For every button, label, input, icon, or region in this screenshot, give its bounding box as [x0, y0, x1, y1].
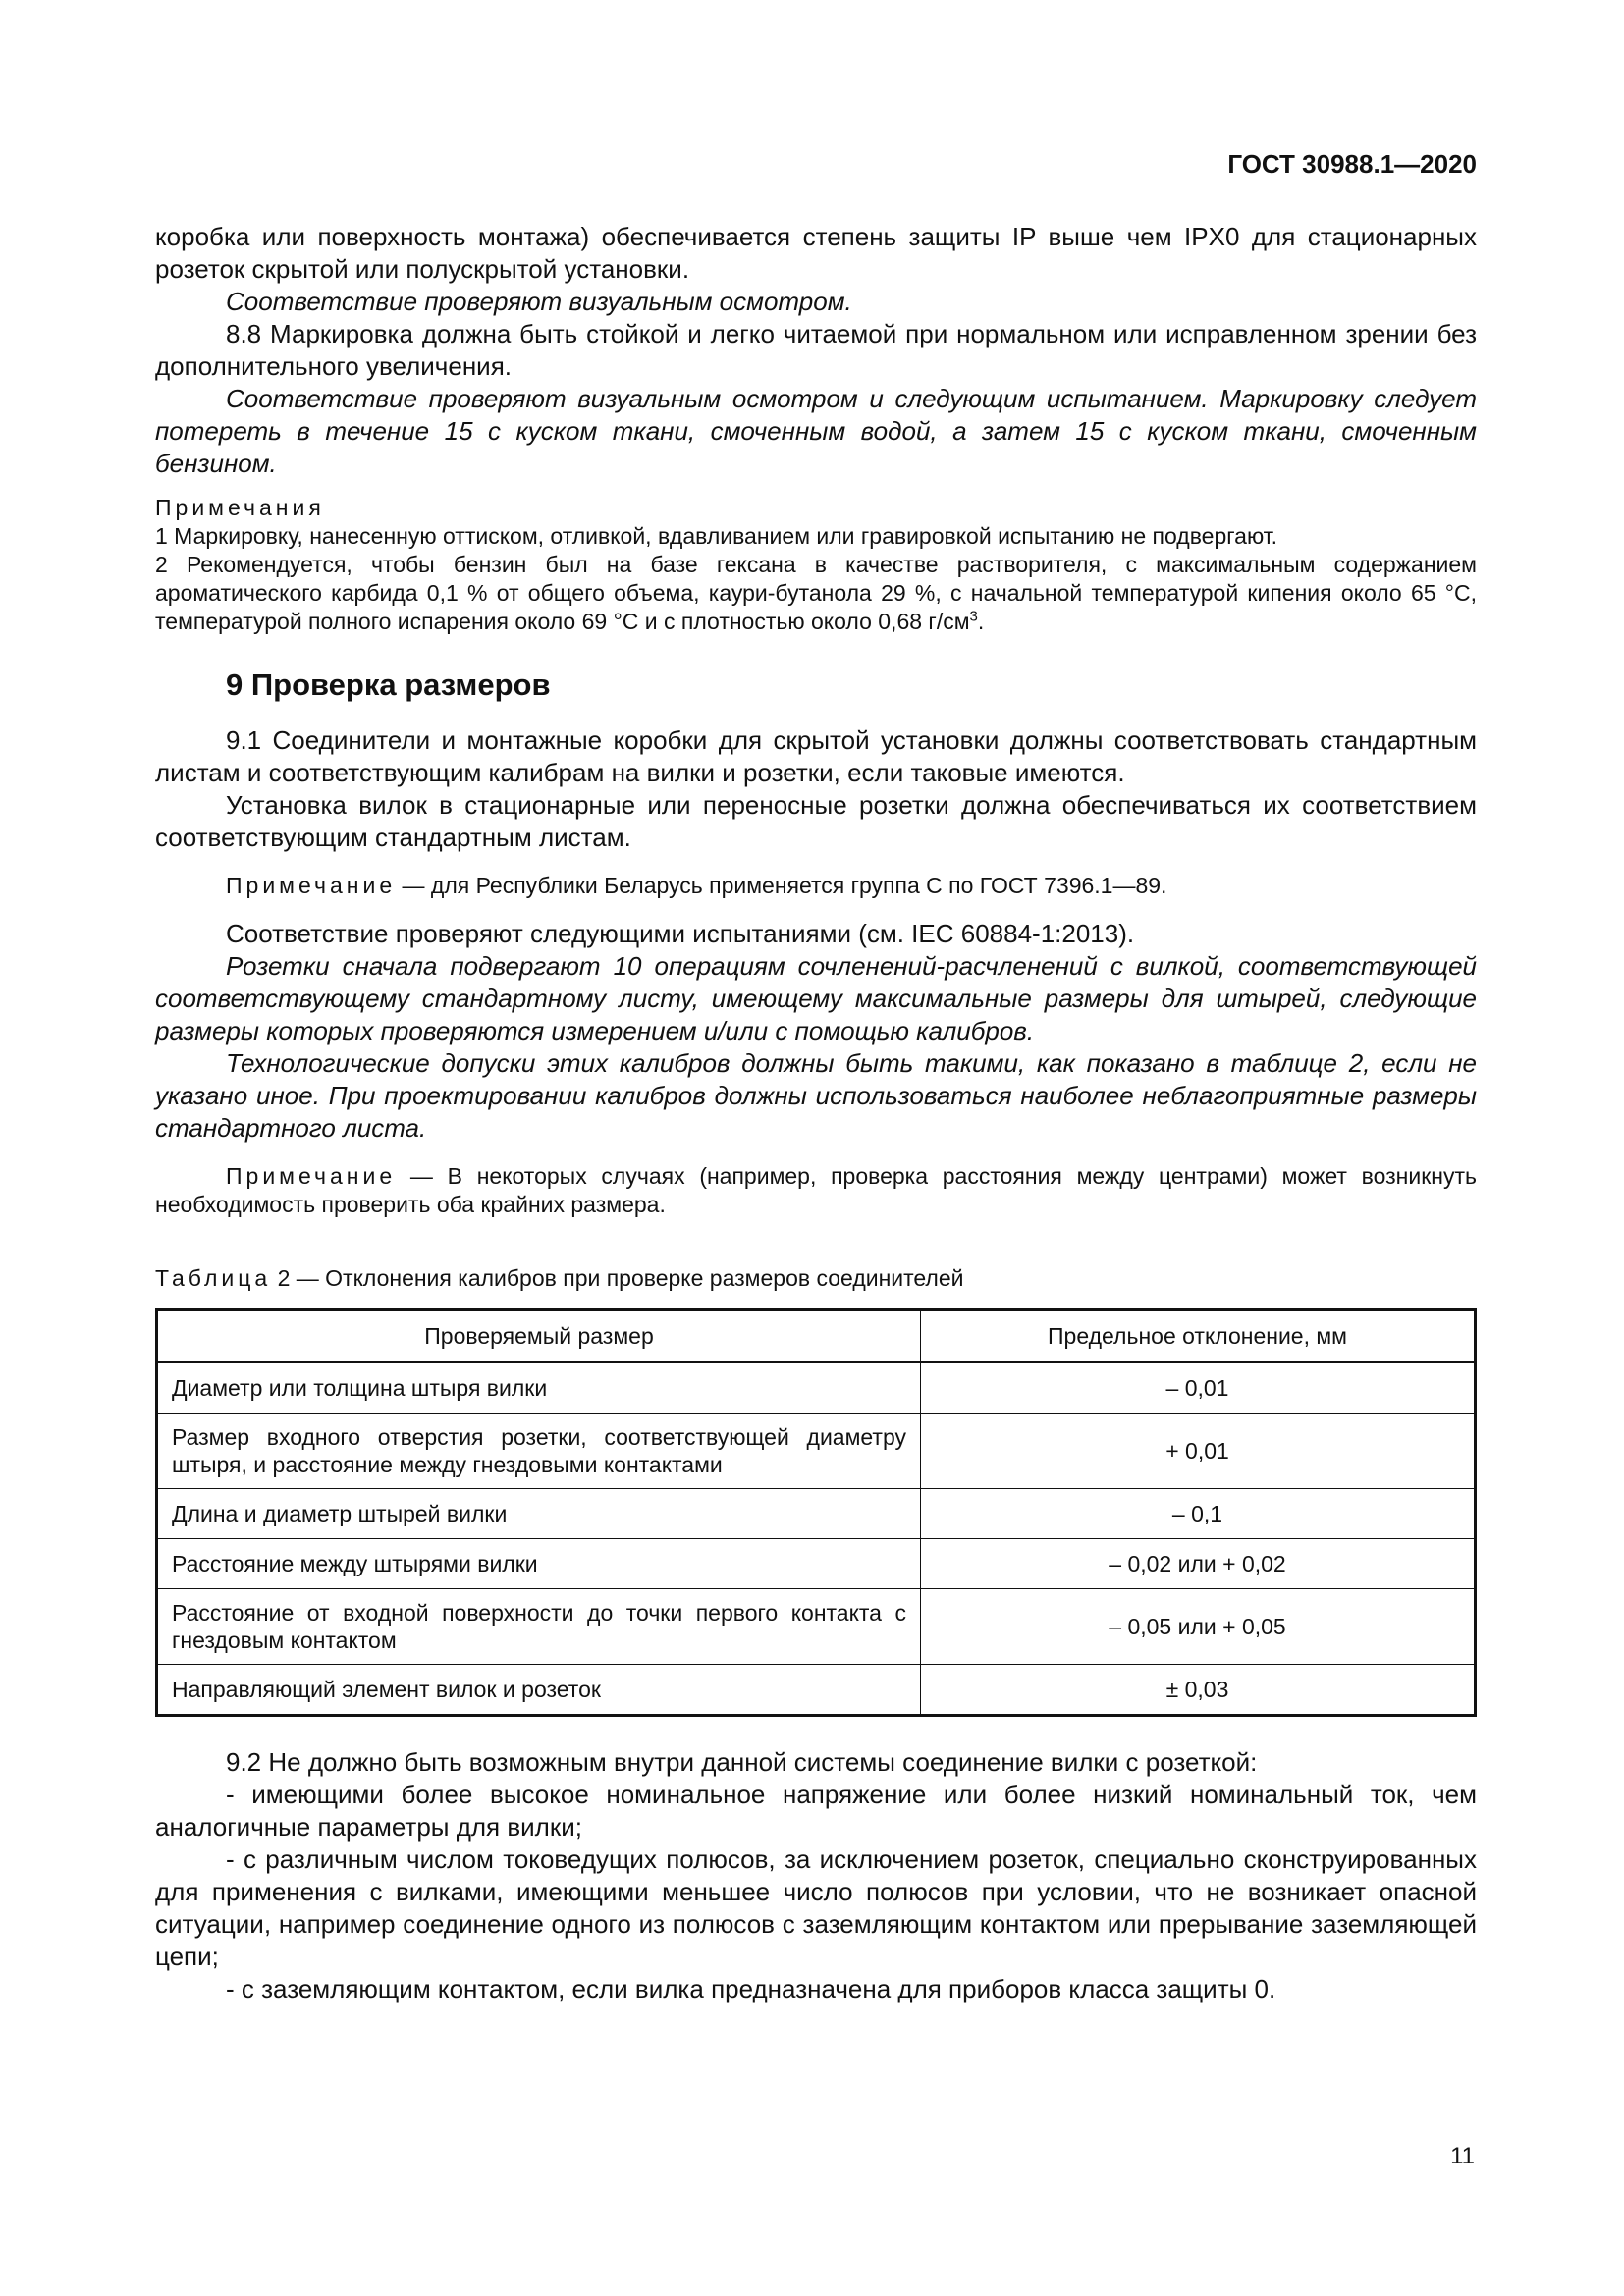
table-cell: – 0,01 — [921, 1362, 1476, 1414]
clause-9-1: 9.1 Соединители и монтажные коробки для скрытой установки должны соответствовать стандартным листам и соответствующим калибрам на вилки и розетки, если таковые имеются. — [155, 725, 1477, 787]
clause-9-2: 9.2 Не должно быть возможным внутри данной системы соединение вилки с розеткой: — [226, 1747, 1258, 1777]
note-4-text: — В некоторых случаях (например, проверка расстояния между центрами) может возникнуть необходимость проверить оба крайних размера. — [155, 1163, 1477, 1217]
table-cell: Диаметр или толщина штыря вилки — [157, 1362, 921, 1414]
paragraph: Розетки сначала подвергают 10 операциям сочленений-расчленений с вилкой, соответствующей соответствующему стандартному листу, имеющему максимальные размеры для штырей, следующие размеры которых проверяются измерением и/или с помощью калибров. — [155, 951, 1477, 1045]
tolerance-table — [155, 1308, 1477, 1717]
paragraph: Технологические допуски этих калибров должны быть такими, как показано в таблице 2, если не указано иное. При проектировании калибров должны использоваться наиболее неблагоприятные размеры стандартного листа. — [155, 1048, 1477, 1143]
paragraph: Установка вилок в стационарные или переносные розетки должна обеспечиваться их соответствием соответствующим стандартным листам. — [155, 790, 1477, 852]
section-title: 9 Проверка размеров — [226, 667, 551, 702]
table-row — [157, 1665, 1476, 1716]
note-2-text: 2 Рекомендуется, чтобы бензин был на базе гексана в качестве растворителя, с максимальным содержанием ароматического карбида 0,1 % от общего объема, каури-бутанола 29 %, с начальной температурой кипения около 65 °С, температурой полного испарения около 69 °С и с плотностью около 0,68 г/см — [155, 552, 1477, 634]
table-cell: – 0,05 или + 0,05 — [921, 1589, 1476, 1665]
column-header: Проверяемый размер — [157, 1310, 921, 1362]
document-header: ГОСТ 30988.1—2020 — [1227, 149, 1477, 179]
table-cell: Расстояние от входной поверхности до точки первого контакта с гнездовым контактом — [157, 1589, 921, 1665]
table-cell: Размер входного отверстия розетки, соответствующей диаметру штыря, и расстояние между гнездовыми контактами — [157, 1414, 921, 1489]
table-cell: Расстояние между штырями вилки — [157, 1539, 921, 1589]
note-4 — [155, 1162, 1477, 1219]
superscript: 3 — [969, 608, 978, 625]
note-3 — [155, 872, 1477, 900]
note-1: 1 Маркировку, нанесенную оттиском, отливкой, вдавливанием или гравировкой испытанию не подвергают. — [155, 523, 1278, 549]
table-caption — [155, 1264, 1477, 1293]
paragraph: Соответствие проверяют визуальным осмотром и следующим испытанием. Маркировку следует потереть в течение 15 с куском ткани, смоченным водой, а затем 15 с куском ткани, смоченным бензином. — [155, 384, 1477, 478]
notes-title: Примечания — [155, 495, 325, 520]
list-item: - с заземляющим контактом, если вилка предназначена для приборов класса защиты 0. — [226, 1974, 1276, 2003]
table-row — [157, 1362, 1476, 1414]
clause-8-8: 8.8 Маркировка должна быть стойкой и легко читаемой при нормальном или исправленном зрении без дополнительного увеличения. — [155, 319, 1477, 381]
note-3-text: — для Республики Беларусь применяется группа С по ГОСТ 7396.1—89. — [396, 873, 1167, 898]
table-cell: – 0,02 или + 0,02 — [921, 1539, 1476, 1589]
table-header-row — [157, 1310, 1476, 1362]
note-2 — [155, 551, 1477, 636]
table-row — [157, 1414, 1476, 1489]
paragraph: коробка или поверхность монтажа) обеспечивается степень защиты IP выше чем IPX0 для стационарных розеток скрытой или полускрытой установки. — [155, 222, 1477, 284]
table-cell: – 0,1 — [921, 1489, 1476, 1539]
table-cell: Направляющий элемент вилок и розеток — [157, 1665, 921, 1716]
table-cell: + 0,01 — [921, 1414, 1476, 1489]
table-cell: ± 0,03 — [921, 1665, 1476, 1716]
note-label: Примечание — [226, 873, 397, 898]
paragraph: Соответствие проверяют следующими испытаниями (см. IEC 60884-1:2013). — [226, 919, 1135, 948]
table-caption-text: 2 — Отклонения калибров при проверке размеров соединителей — [271, 1265, 964, 1291]
table-caption-label: Таблица — [155, 1265, 272, 1291]
document-body — [155, 221, 1477, 2005]
note-label: Примечание — [226, 1163, 397, 1189]
column-header: Предельное отклонение, мм — [921, 1310, 1476, 1362]
note-2-end: . — [977, 609, 985, 634]
table-cell: Длина и диаметр штырей вилки — [157, 1489, 921, 1539]
page-number: 11 — [1450, 2143, 1475, 2169]
paragraph: Соответствие проверяют визуальным осмотром. — [226, 287, 852, 316]
list-item: - с различным числом токоведущих полюсов, за исключением розеток, специально сконструированных для применения с вилками, имеющими меньшее число полюсов при условии, что не возникает опасной ситуации, например соединение одного из полюсов с заземляющим контактом или прерывание заземляющей цепи; — [155, 1844, 1477, 1971]
list-item: - имеющими более высокое номинальное напряжение или более низкий номинальный ток, чем аналогичные параметры для вилки; — [155, 1780, 1477, 1842]
table-row — [157, 1489, 1476, 1539]
table-row — [157, 1539, 1476, 1589]
table-row — [157, 1589, 1476, 1665]
